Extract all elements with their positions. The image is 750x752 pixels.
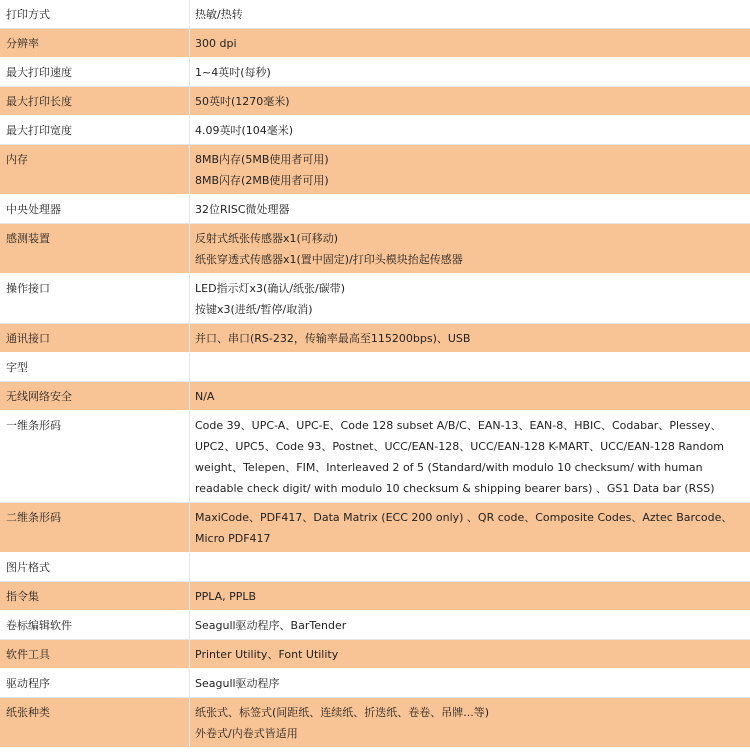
- spec-label-cell: [0, 411, 190, 503]
- spec-value-line: 8MB内存(5MB使用者可用): [195, 153, 329, 166]
- spec-label: 操作接口: [6, 282, 50, 295]
- spec-label: 软件工具: [6, 648, 50, 661]
- table-row: [0, 553, 750, 582]
- spec-value-line: 按键x3(进纸/暂停/取消): [195, 303, 313, 316]
- spec-value-line: N/A: [195, 390, 215, 403]
- spec-value-line: 纸张穿透式传感器x1(置中固定)/打印头模块抬起传感器: [195, 253, 463, 266]
- spec-value-cell: [190, 116, 750, 145]
- spec-value-line: Printer Utility、Font Utility: [195, 648, 339, 661]
- spec-label: 驱动程序: [6, 677, 50, 690]
- spec-value-line: 4.09英吋(104毫米): [195, 124, 294, 137]
- spec-label: 字型: [6, 361, 28, 374]
- table-row: [0, 669, 750, 698]
- spec-label: 无线网络安全: [6, 390, 72, 403]
- spec-value-cell: [190, 553, 750, 582]
- spec-value-cell: [190, 582, 750, 611]
- spec-value-cell: [190, 87, 750, 116]
- spec-value-line: 1~4英吋(每秒): [195, 66, 271, 79]
- spec-value-cell: [190, 58, 750, 87]
- spec-label: 通讯接口: [6, 332, 50, 345]
- spec-value-cell: [190, 145, 750, 195]
- table-row: [0, 0, 750, 29]
- spec-label: 最大打印长度: [6, 95, 72, 108]
- spec-label-cell: [0, 274, 190, 324]
- spec-value-line: 300 dpi: [195, 37, 237, 50]
- spec-value-cell: [190, 669, 750, 698]
- table-row: [0, 145, 750, 195]
- spec-label-cell: [0, 640, 190, 669]
- spec-label-cell: [0, 58, 190, 87]
- spec-value-line: 纸张式、标签式(间距纸、连续纸、折迭纸、卷卷、吊牌...等): [195, 706, 490, 719]
- spec-value-cell: [190, 0, 750, 29]
- spec-label-cell: [0, 669, 190, 698]
- table-row: [0, 411, 750, 503]
- table-row: [0, 698, 750, 748]
- table-row: [0, 58, 750, 87]
- spec-value-line: Seagull驱动程序: [195, 677, 280, 690]
- spec-label-cell: [0, 698, 190, 748]
- table-row: [0, 324, 750, 353]
- spec-value-cell: [190, 411, 750, 503]
- spec-label: 最大打印宽度: [6, 124, 72, 137]
- table-row: [0, 224, 750, 274]
- table-row: [0, 382, 750, 411]
- spec-label-cell: [0, 29, 190, 58]
- spec-label-cell: [0, 582, 190, 611]
- spec-label: 内存: [6, 153, 28, 166]
- spec-label: 纸张种类: [6, 706, 50, 719]
- table-row: [0, 29, 750, 58]
- spec-value-line: 8MB闪存(2MB使用者可用): [195, 174, 329, 187]
- spec-label-cell: [0, 224, 190, 274]
- spec-value-cell: [190, 195, 750, 224]
- spec-value-cell: [190, 503, 750, 553]
- spec-value-cell: [190, 353, 750, 382]
- spec-label-cell: [0, 324, 190, 353]
- spec-value-cell: [190, 274, 750, 324]
- spec-value-line: Seagull驱动程序、BarTender: [195, 619, 347, 632]
- spec-label-cell: [0, 87, 190, 116]
- table-row: [0, 195, 750, 224]
- spec-label: 打印方式: [6, 8, 50, 21]
- table-row: [0, 116, 750, 145]
- spec-value-line: 外卷式/内卷式皆适用: [195, 727, 298, 740]
- spec-value-cell: [190, 29, 750, 58]
- spec-label: 最大打印速度: [6, 66, 72, 79]
- spec-value-cell: [190, 382, 750, 411]
- spec-label-cell: [0, 195, 190, 224]
- spec-value-line: [195, 557, 744, 578]
- spec-label-cell: [0, 0, 190, 29]
- table-row: [0, 582, 750, 611]
- table-row: [0, 611, 750, 640]
- spec-label: 一维条形码: [6, 419, 61, 432]
- spec-label: 二维条形码: [6, 511, 61, 524]
- spec-value-line: PPLA, PPLB: [195, 590, 257, 603]
- spec-value-line: [195, 357, 744, 378]
- spec-value-line: 反射式纸张传感器x1(可移动): [195, 232, 339, 245]
- spec-value-cell: [190, 698, 750, 748]
- table-row: [0, 274, 750, 324]
- spec-label-cell: [0, 145, 190, 195]
- spec-value-line: 热敏/热转: [195, 8, 243, 21]
- spec-value-cell: [190, 611, 750, 640]
- spec-value-line: MaxiCode、PDF417、Data Matrix (ECC 200 only) 、QR code、Composite Codes、Aztec Barcode、Micro PDF417: [195, 511, 733, 545]
- spec-label-cell: [0, 353, 190, 382]
- spec-label-cell: [0, 503, 190, 553]
- spec-label: 中央处理器: [6, 203, 61, 216]
- spec-value-line: LED指示灯x3(确认/纸张/碳带): [195, 282, 346, 295]
- spec-value-line: 并口、串口(RS-232，传输率最高至115200bps)、USB: [195, 332, 471, 345]
- spec-label: 图片格式: [6, 561, 50, 574]
- spec-label: 感测装置: [6, 232, 50, 245]
- spec-label-cell: [0, 382, 190, 411]
- spec-label: 卷标编辑软件: [6, 619, 72, 632]
- spec-value-line: 50英吋(1270毫米): [195, 95, 290, 108]
- spec-label-cell: [0, 116, 190, 145]
- spec-value-cell: [190, 324, 750, 353]
- table-row: [0, 87, 750, 116]
- spec-label-cell: [0, 553, 190, 582]
- spec-value-cell: [190, 224, 750, 274]
- spec-value-line: 32位RISC微处理器: [195, 203, 290, 216]
- table-row: [0, 640, 750, 669]
- spec-value-cell: [190, 640, 750, 669]
- spec-label: 分辨率: [6, 37, 39, 50]
- spec-label-cell: [0, 611, 190, 640]
- spec-value-line: Code 39、UPC-A、UPC-E、Code 128 subset A/B/C、EAN-13、EAN-8、HBIC、Codabar、Plessey、UPC2、UPC5、Code 93、Postnet、UCC/EAN-128、UCC/EAN-128 K-MART、UCC/EAN-128 Random weight、Telepen、FIM、Interleaved 2 of 5 (Standard/with modulo 10 checksum/ with human readable check digit/ with modulo 10 checksum & shipping bearer bars) 、GS1 Data bar (RSS): [195, 419, 724, 495]
- table-row: [0, 503, 750, 553]
- spec-label: 指令集: [6, 590, 39, 603]
- table-row: [0, 353, 750, 382]
